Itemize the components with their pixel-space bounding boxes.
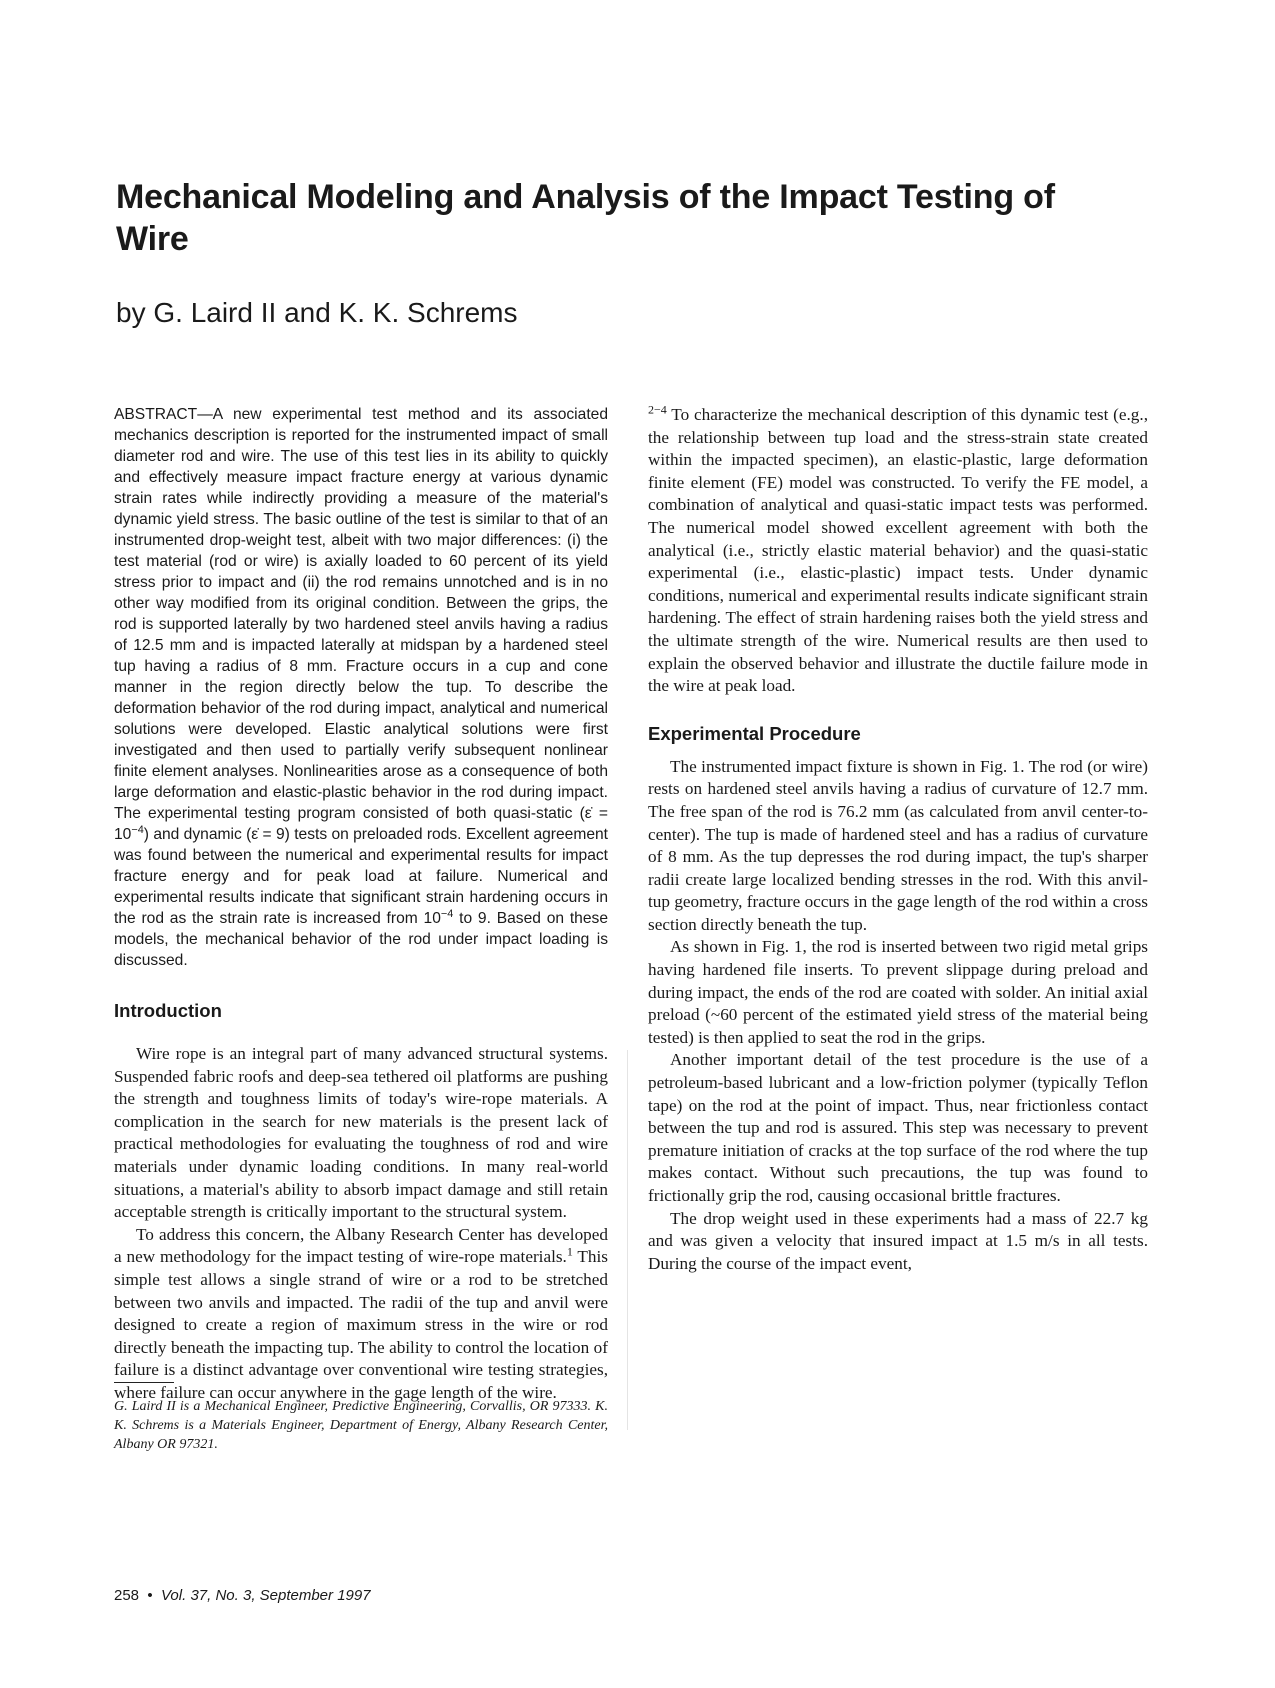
introduction-text-2a: To address this concern, the Albany Research Center has developed a new methodology for the impact testing of wire-rope materials. bbox=[114, 1224, 608, 1267]
introduction-heading: Introduction bbox=[114, 1000, 222, 1021]
introduction-text-2b-left: This simple test allows a single strand of wire or a rod to be stretched between two anvils and impacted. The radii of the tup and anvil were designed to create a region of maximum stress in the wire or rod directly beneath the impacting tup. The ability to control the location of failure is a distinct advantage over conventional wire testing strategies, where failure can occur anywhere in the gage length of the wire. bbox=[114, 1247, 608, 1402]
experimental-procedure-heading: Experimental Procedure bbox=[648, 722, 861, 744]
abstract-label: ABSTRACT bbox=[114, 406, 198, 423]
introduction-text-2c: To characterize the mechanical description of this dynamic test (e.g., the relationship between tup load and the stress-strain state created within the impacted specimen), an elastic-plastic, large deformation finite element (FE) model was constructed. To verify the FE model, a combination of analytical and quasi-static impact tests was performed. The numerical model showed excellent agreement with both the analytical (i.e., strictly elastic material behavior) and the quasi-static experimental (i.e., elastic-plastic) impact tests. Under dynamic conditions, numerical and experimental results indicate significant strain hardening. The effect of strain hardening raises both the yield stress and the ultimate strength of the wire. Numerical results are then used to explain the observed behavior and illustrate the ductile failure mode in the wire at peak load. bbox=[648, 405, 1148, 696]
abstract-text-3: to 9. Based on these models, the mechanical behavior of the rod under impact loading is discussed. bbox=[114, 910, 608, 969]
introduction-paragraph-2-start bbox=[114, 1224, 608, 1402]
paper-title: Mechanical Modeling and Analysis of the Impact Testing of Wire bbox=[116, 178, 1055, 258]
procedure-paragraph-3: Another important detail of the test procedure is the use of a petroleum-based lubricant and a low-friction polymer (typically Teflon tape) on the rod at the point of impact. Thus, near frictionless contact between the tup and rod is assured. This step was necessary to prevent premature initiation of cracks at the top surface of the rod where the tup makes contact. Without such precautions, the tup was found to frictionally grip the rod, causing occasional brittle fractures. bbox=[648, 1050, 1148, 1205]
abstract-text-1: —A new experimental test method and its associated mechanics description is reported for the instrumented impact of small diameter rod and wire. The use of this test lies in its ability to quickly and effectively measure impact fracture energy at various dynamic strain rates while indirectly providing a measure of the material's dynamic yield stress. The basic outline of the test is similar to that of an instrumented drop-weight test, albeit with two major differences: (i) the test material (rod or wire) is axially loaded to 60 percent of its yield stress prior to impact and (ii) the rod remains unnotched and is in no other way modified from its original condition. Between the grips, the rod is supported laterally by two hardened steel anvils having a radius of 12.5 mm and is impacted laterally at midspan by a hardened steel tup having a radius of 8 mm. Fracture occurs in a cup and cone manner in the region directly below the tup. To describe the deformation behavior of the rod during impact, analytical and numerical solutions were developed. Elastic analytical solutions were first investigated and then used to partially verify subsequent nonlinear finite element analyses. Nonlinearities arose as a consequence of both large deformation and elastic-plastic behavior in the rod during impact. The experimental testing program consisted of both quasi-static (ε̇ = 10 bbox=[114, 406, 608, 843]
introduction-paragraph-2-continued bbox=[648, 404, 1148, 698]
introduction-paragraph-1: Wire rope is an integral part of many advanced structural systems. Suspended fabric roofs and deep-sea tethered oil platforms are pushing the strength and toughness limits of today's wire-rope materials. A complication in the search for new materials is the present lack of practical methodologies for evaluating the toughness of rod and wire materials under dynamic loading conditions. In many real-world situations, a material's ability to absorb impact damage and still retain acceptable strength is critically important to the structural system. bbox=[114, 1044, 608, 1222]
journal-issue: Vol. 37, No. 3, September 1997 bbox=[160, 1587, 371, 1604]
abstract-exponent-2: −4 bbox=[440, 907, 454, 920]
left-column bbox=[114, 404, 608, 1454]
citation-1: 1 bbox=[566, 1244, 573, 1259]
abstract bbox=[114, 404, 608, 971]
author-footnote: G. Laird II is a Mechanical Engineer, Predictive Engineering, Corvallis, OR 97333. K. K. Schrems is a Materials Engineer, Department of Energy, Albany Research Center, Albany OR 97321. bbox=[114, 1398, 608, 1452]
paper-authors: by G. Laird II and K. K. Schrems bbox=[116, 297, 518, 328]
abstract-exponent-1: −4 bbox=[131, 823, 144, 836]
page-footer bbox=[114, 1586, 371, 1606]
procedure-paragraph-1: The instrumented impact fixture is shown in Fig. 1. The rod (or wire) rests on hardened steel anvils having a radius of curvature of 12.7 mm. The free span of the rod is 76.2 mm (as calculated from anvil center-to-center). The tup is made of hardened steel and has a radius of curvature of 8 mm. As the tup depresses the rod during impact, the tup's sharper radii create large localized bending stresses in the rod. With this anvil-tup geometry, fracture occurs in the gage length of the rod within a cross section directly beneath the tup. bbox=[648, 756, 1148, 934]
column-divider bbox=[627, 1050, 628, 1430]
abstract-text-2: ) and dynamic (ε̇ = 9) tests on preloaded rods. Excellent agreement was found between the numerical and experimental results for impact fracture energy and for peak load at failure. Numerical and experimental results indicate that significant strain hardening occurs in the rod as the strain rate is increased from 10 bbox=[114, 826, 608, 927]
procedure-paragraph-2: As shown in Fig. 1, the rod is inserted between two rigid metal grips having hardened file inserts. To prevent slippage during preload and during impact, the ends of the rod are coated with solder. An initial axial preload (~60 percent of the estimated yield stress of the material being tested) is then applied to seat the rod in the grips. bbox=[648, 937, 1148, 1047]
citation-2-4: 2−4 bbox=[648, 402, 667, 417]
procedure-paragraph-4: The drop weight used in these experiments had a mass of 22.7 kg and was given a velocity that insured impact at 1.5 m/s in all tests. During the course of the impact event, bbox=[648, 1208, 1148, 1273]
page-number: 258 bbox=[114, 1587, 140, 1604]
right-column bbox=[648, 404, 1148, 1275]
footer-bullet: • bbox=[147, 1587, 153, 1604]
